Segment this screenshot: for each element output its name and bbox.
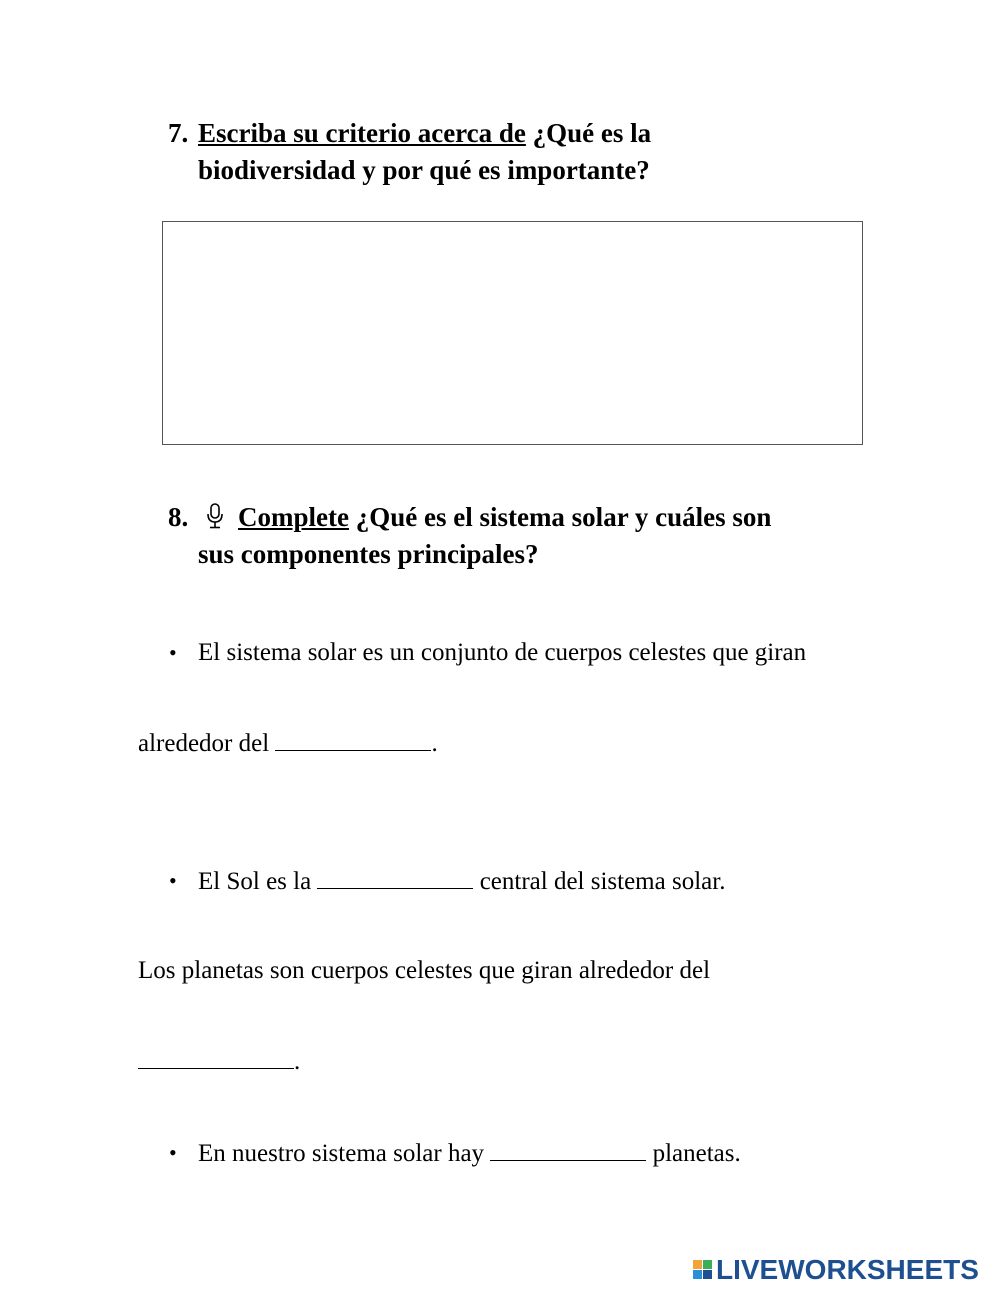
planets-blank-line-end: . — [294, 1048, 301, 1075]
liveworksheets-logo-text: LIVEWORKSHEETS — [716, 1254, 979, 1285]
bullet-item-3 — [169, 1138, 741, 1169]
question-7-text-line1: ¿Qué es la — [525, 118, 652, 148]
question-7-text-line2: biodiversidad y por qué es importante? — [198, 155, 650, 185]
question-8-text-line1: ¿Qué es el sistema solar y cuáles son — [348, 502, 772, 532]
planets-sentence-text: Los planetas son cuerpos celestes que giran alrededor del — [138, 957, 711, 984]
bullet-item-2-text-pre: El Sol es la — [198, 868, 318, 895]
question-8 — [168, 499, 868, 573]
liveworksheets-logo-icon — [692, 1258, 714, 1282]
planets-blank-line — [138, 1046, 300, 1077]
continuation-line-1-end: . — [431, 730, 438, 757]
bullet-dot: • — [169, 1140, 177, 1165]
question-7-instruction: Escriba su criterio acerca de — [198, 118, 526, 148]
blank-field-4[interactable] — [490, 1138, 646, 1161]
planets-sentence — [138, 956, 710, 986]
bullet-item-2 — [169, 866, 726, 897]
bullet-item-2-text-post: central del sistema solar. — [473, 868, 726, 895]
bullet-item-3-text-post: planetas. — [646, 1140, 741, 1167]
blank-field-2[interactable] — [317, 866, 473, 889]
liveworksheets-logo — [692, 1254, 979, 1286]
question-8-number: 8. — [168, 502, 189, 532]
answer-text-box[interactable] — [162, 221, 863, 445]
continuation-line-1-text: alrededor del — [138, 730, 276, 757]
bullet-item-1 — [169, 638, 807, 668]
question-8-text-line2: sus componentes principales? — [198, 539, 539, 569]
question-7 — [168, 115, 808, 189]
bullet-dot: • — [169, 640, 177, 665]
blank-field-1[interactable] — [275, 728, 431, 751]
bullet-item-1-text: El sistema solar es un conjunto de cuerpos celestes que giran — [198, 639, 807, 666]
question-7-number: 7. — [168, 118, 189, 148]
blank-field-3[interactable] — [138, 1046, 294, 1069]
microphone-icon[interactable] — [204, 502, 226, 530]
bullet-dot: • — [169, 868, 177, 893]
bullet-item-3-text-pre: En nuestro sistema solar hay — [198, 1140, 491, 1167]
question-8-instruction: Complete — [238, 502, 349, 532]
continuation-line-1 — [138, 728, 438, 759]
